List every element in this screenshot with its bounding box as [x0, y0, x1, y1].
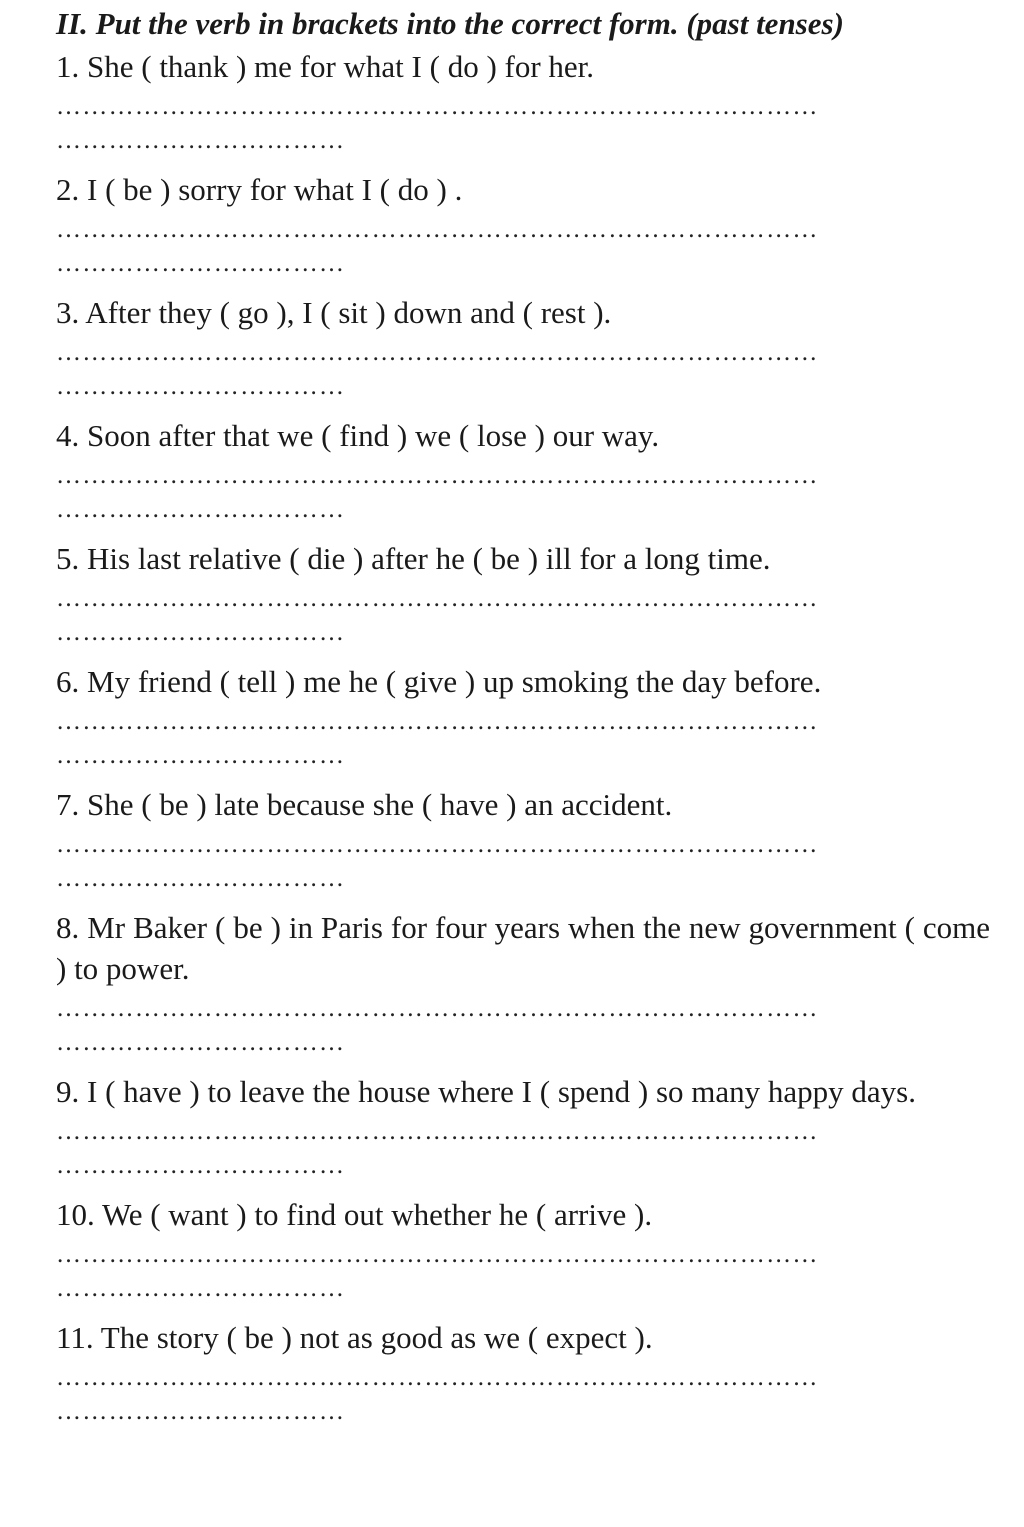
- answer-line-5b[interactable]: ……………………………: [56, 619, 346, 646]
- exercise-item-8: [56, 907, 990, 1057]
- answer-line-9a[interactable]: ……………………………………………………………………………: [56, 1118, 819, 1145]
- exercise-item-5: [56, 538, 990, 647]
- answer-line-10a[interactable]: ……………………………………………………………………………: [56, 1241, 819, 1268]
- answer-line-6a[interactable]: ……………………………………………………………………………: [56, 708, 819, 735]
- exercise-heading: II. Put the verb in brackets into the correct form. (past tenses): [56, 6, 844, 41]
- exercise-item-6: [56, 661, 990, 770]
- answer-line-1a[interactable]: ……………………………………………………………………………: [56, 93, 819, 120]
- answer-line-1b[interactable]: ……………………………: [56, 127, 346, 154]
- exercise-item-1: [56, 46, 990, 155]
- question-6: 6. My friend ( tell ) me he ( give ) up smoking the day before.: [56, 664, 822, 699]
- question-11: 11. The story ( be ) not as good as we ( expect ).: [56, 1320, 653, 1355]
- answer-line-2b[interactable]: ……………………………: [56, 250, 346, 277]
- question-3: 3. After they ( go ), I ( sit ) down and ( rest ).: [56, 295, 612, 330]
- exercise-item-3: [56, 292, 990, 401]
- exercise-item-10: [56, 1194, 990, 1303]
- exercise-item-7: [56, 784, 990, 893]
- answer-line-5a[interactable]: ……………………………………………………………………………: [56, 585, 819, 612]
- answer-line-4a[interactable]: ……………………………………………………………………………: [56, 462, 819, 489]
- question-9: 9. I ( have ) to leave the house where I ( spend ) so many happy days.: [56, 1074, 916, 1109]
- answer-line-10b[interactable]: ……………………………: [56, 1275, 346, 1302]
- question-7: 7. She ( be ) late because she ( have ) an accident.: [56, 787, 673, 822]
- answer-line-8b[interactable]: ……………………………: [56, 1029, 346, 1056]
- question-5: 5. His last relative ( die ) after he ( be ) ill for a long time.: [56, 541, 771, 576]
- worksheet: [56, 2, 990, 1440]
- answer-line-7b[interactable]: ……………………………: [56, 865, 346, 892]
- answer-line-4b[interactable]: ……………………………: [56, 496, 346, 523]
- answer-line-7a[interactable]: ……………………………………………………………………………: [56, 831, 819, 858]
- question-1: 1. She ( thank ) me for what I ( do ) for her.: [56, 49, 595, 84]
- answer-line-9b[interactable]: ……………………………: [56, 1152, 346, 1179]
- exercise-item-9: [56, 1071, 990, 1180]
- answer-line-3b[interactable]: ……………………………: [56, 373, 346, 400]
- answer-line-11b[interactable]: ……………………………: [56, 1398, 346, 1425]
- question-8: 8. Mr Baker ( be ) in Paris for four years when the new government ( come ) to power.: [56, 910, 990, 986]
- question-4: 4. Soon after that we ( find ) we ( lose ) our way.: [56, 418, 660, 453]
- answer-line-11a[interactable]: ……………………………………………………………………………: [56, 1364, 819, 1391]
- answer-line-6b[interactable]: ……………………………: [56, 742, 346, 769]
- question-10: 10. We ( want ) to find out whether he ( arrive ).: [56, 1197, 653, 1232]
- exercise-item-2: [56, 169, 990, 278]
- answer-line-3a[interactable]: ……………………………………………………………………………: [56, 339, 819, 366]
- exercise-item-4: [56, 415, 990, 524]
- exercise-item-11: [56, 1317, 990, 1426]
- question-2: 2. I ( be ) sorry for what I ( do ) .: [56, 172, 463, 207]
- answer-line-2a[interactable]: ……………………………………………………………………………: [56, 216, 819, 243]
- answer-line-8a[interactable]: ……………………………………………………………………………: [56, 995, 819, 1022]
